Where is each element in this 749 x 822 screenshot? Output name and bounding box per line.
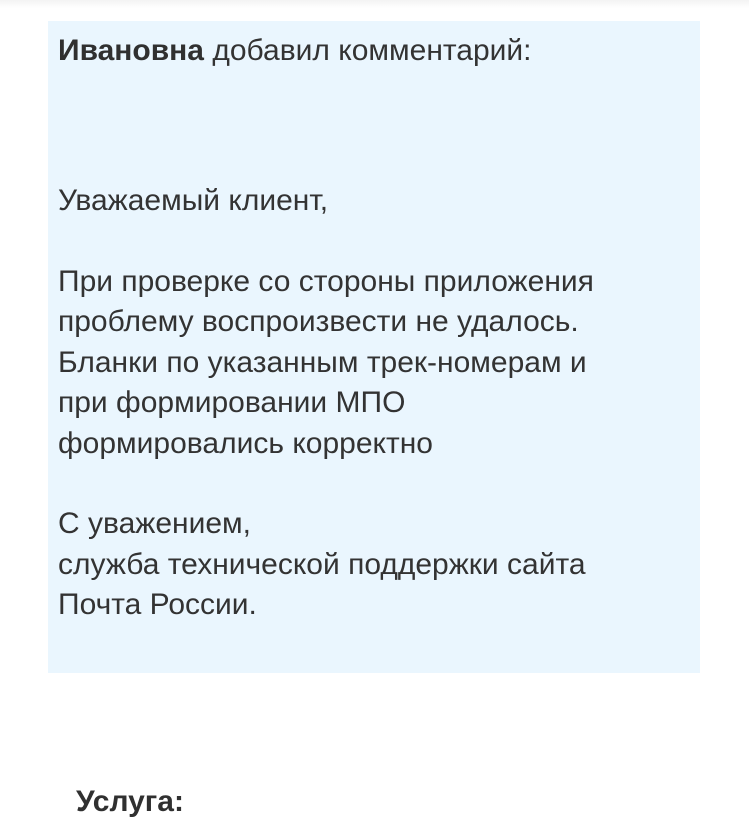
comment-card xyxy=(48,21,700,673)
comment-greeting xyxy=(58,181,686,222)
comment-line: при формировании МПО xyxy=(58,386,406,419)
service-label: Услуга: xyxy=(76,785,184,818)
top-divider xyxy=(0,0,749,8)
comment-line: С уважением, xyxy=(58,507,252,540)
comment-line: Бланки по указанным трек-номерам и xyxy=(58,345,587,379)
comment-action: добавил комментарий: xyxy=(212,34,532,67)
comment-line: При проверке со стороны приложения xyxy=(58,264,594,298)
comment-line: проблему воспроизвести не удалось. xyxy=(58,305,579,338)
comment-line: служба технической поддержки сайта xyxy=(58,547,586,581)
comment-author: Ивановна xyxy=(58,34,204,67)
comment-header xyxy=(58,31,686,71)
comment-body xyxy=(58,181,686,626)
comment-line: Почта России. xyxy=(58,588,257,621)
comment-signature xyxy=(58,504,686,626)
comment-line: Уважаемый клиент, xyxy=(58,184,329,217)
comment-line: формировались корректно xyxy=(58,426,433,460)
comment-message xyxy=(58,262,686,465)
